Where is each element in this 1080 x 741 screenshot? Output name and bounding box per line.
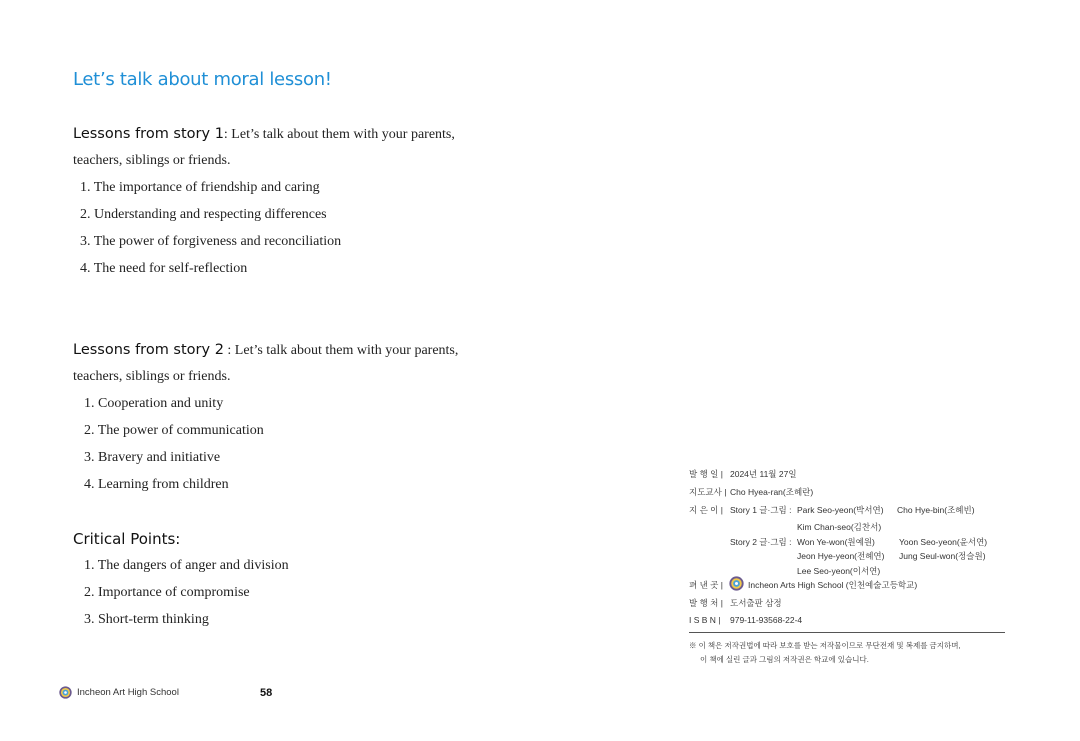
copyright-note: ※ 이 책은 저작권법에 따라 보호를 받는 저작물이므로 무단전재 및 복제를 금지하며,: [689, 641, 961, 650]
colophon-isbn-label: I S B N |: [689, 615, 721, 625]
colophon-story2-author: Won Ye-won(원예원): [797, 537, 875, 547]
colophon-publisher-label: 펴 낸 곳 |: [689, 580, 723, 590]
story2-item: 2. The power of communication: [84, 423, 264, 438]
colophon-advisor: Cho Hyea-ran(조혜란): [730, 487, 814, 497]
copyright-note: 이 책에 실린 글과 그림의 저작권은 학교에 있습니다.: [700, 655, 869, 664]
critical-item: 3. Short-term thinking: [84, 612, 209, 627]
story1-item: 4. The need for self-reflection: [80, 261, 248, 276]
colophon-story2-author: Yoon Seo-yeon(윤서연): [899, 537, 988, 547]
story2-heading-line: [73, 341, 458, 359]
critical-heading-line: [73, 530, 180, 548]
story1-intro-a: : Let’s talk about them with your parents,: [223, 127, 455, 142]
story1-item: 2. Understanding and respecting differences: [80, 207, 327, 222]
school-logo-icon: [59, 686, 72, 699]
story1-heading: Lessons from story 1: [73, 126, 224, 142]
colophon-isbn: 979-11-93568-22-4: [730, 615, 803, 625]
story1-item: 3. The power of forgiveness and reconciliation: [80, 234, 342, 249]
critical-heading: Critical Points: [73, 530, 176, 548]
story2-item: 4. Learning from children: [84, 477, 229, 492]
colophon-authors-label: 지 은 이 |: [689, 505, 723, 515]
story1-heading-line: [73, 125, 455, 143]
colophon-story1-author: Cho Hye-bin(조혜빈): [897, 505, 975, 515]
colophon-advisor-label: 지도교사 |: [689, 487, 727, 497]
colophon-story2-author: Jeon Hye-yeon(전혜연): [797, 551, 885, 561]
story1-intro-b: teachers, siblings or friends.: [73, 153, 231, 168]
page-title: Let’s talk about moral lesson!: [73, 69, 332, 90]
critical-item: 2. Importance of compromise: [84, 585, 250, 600]
colophon-story2-label: Story 2 글·그림 :: [730, 537, 792, 547]
colophon-printer: 도서출판 삼정: [730, 598, 782, 608]
critical-colon: :: [175, 530, 181, 548]
colophon-story1-label: Story 1 글·그림 :: [730, 505, 792, 515]
footer-school-name: Incheon Art High School: [77, 687, 179, 698]
colophon-story1-author: Park Seo-yeon(박서연): [797, 505, 884, 515]
colophon-printer-label: 발 행 처 |: [689, 598, 723, 608]
story2-item: 3. Bravery and initiative: [84, 450, 221, 465]
colophon-date: 2024년 11월 27일: [730, 469, 797, 479]
story2-item: 1. Cooperation and unity: [84, 396, 224, 411]
colophon-publisher: Incheon Arts High School (인천예술고등학교): [748, 580, 918, 590]
page-number: 58: [260, 687, 273, 699]
colophon-story2-author: Jung Seul-won(정슬원): [899, 551, 986, 561]
school-logo-icon: [729, 576, 744, 591]
story2-intro-a: : Let’s talk about them with your parents,: [223, 343, 459, 358]
story2-heading: Lessons from story 2: [73, 342, 224, 358]
critical-item: 1. The dangers of anger and division: [84, 558, 289, 573]
colophon-story1-author: Kim Chan-seo(김찬서): [797, 522, 882, 532]
story2-intro-b: teachers, siblings or friends.: [73, 369, 231, 384]
story1-item: 1. The importance of friendship and caring: [80, 180, 320, 195]
colophon-story2-author: Lee Seo-yeon(이서연): [797, 566, 881, 576]
colophon-date-label: 발 행 일 |: [689, 469, 723, 479]
colophon-divider: [689, 632, 1005, 633]
